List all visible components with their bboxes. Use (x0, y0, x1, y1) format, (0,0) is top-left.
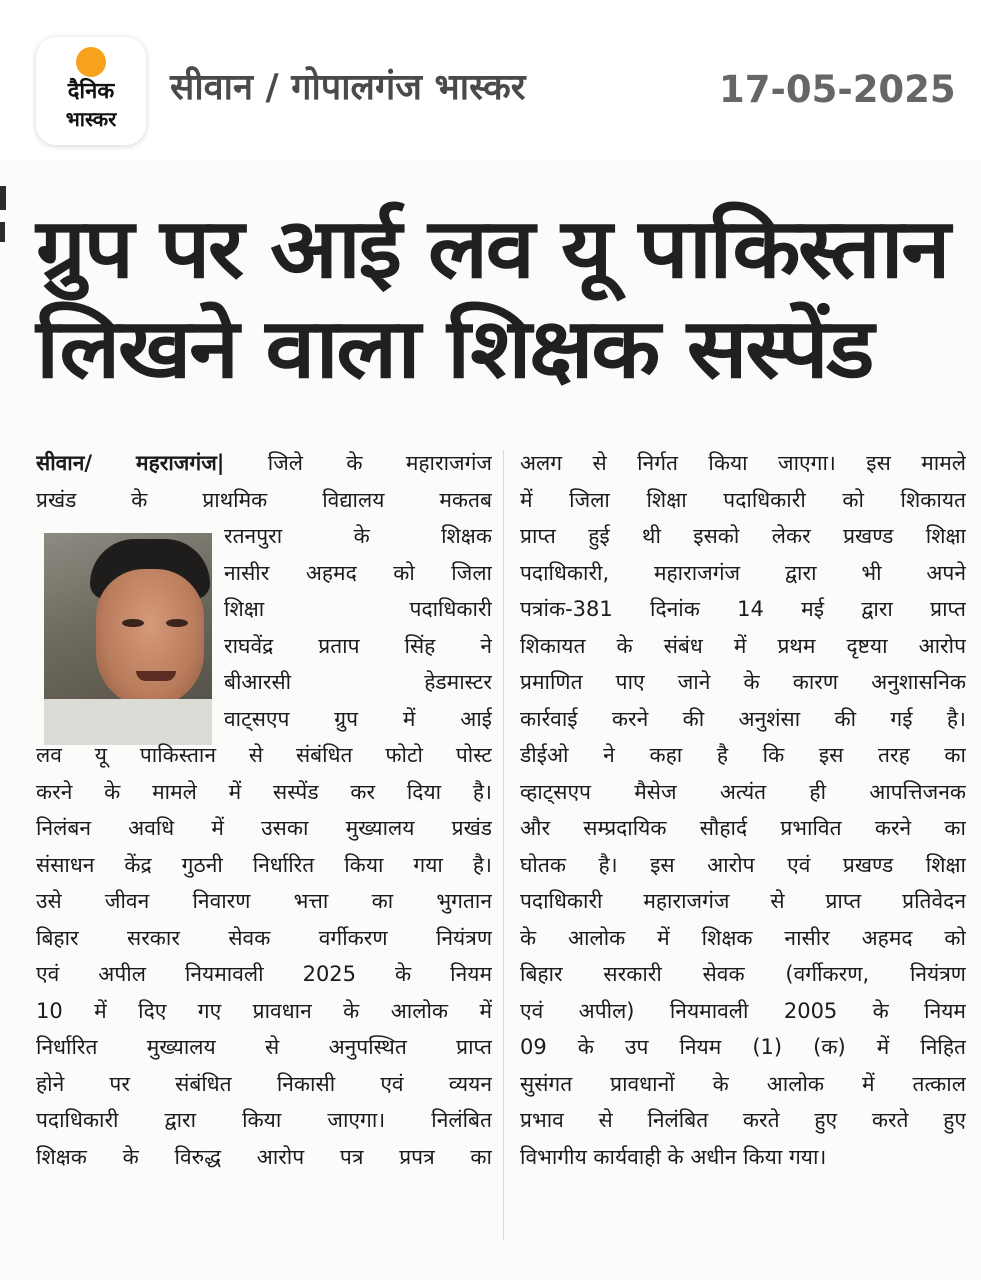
article-body-line: में जिला शिक्षा पदाधिकारी को शिकायत (520, 487, 966, 512)
article-body-line: निलंबन अवधि में उसका मुख्यालय प्रखंड (36, 816, 492, 840)
article-body-line: रतनपुरा के शिक्षक (224, 524, 492, 548)
article-body-line: नासीर अहमद को जिला (224, 560, 492, 585)
article-body-line: प्रमाणित पाए जाने के कारण अनुशासनिक (520, 670, 966, 694)
article-body-line: पदाधिकारी, महाराजगंज द्वारा भी अपने (520, 560, 966, 585)
article-body-line: कार्रवाई करने की अनुशंसा की गई है। (520, 706, 966, 731)
article-body-line: 09 के उप नियम (1) (क) में निहित (520, 1035, 966, 1059)
article-body-line: निर्धारित मुख्यालय से अनुपस्थित प्राप्त (36, 1035, 492, 1059)
article-body-line: प्रभाव से निलंबित करते हुए करते हुए (520, 1108, 966, 1132)
article-body-line: एवं अपील) नियमावली 2005 के नियम (520, 998, 966, 1023)
clipping-header (0, 0, 981, 160)
article-body-line: विभागीय कार्यवाही के अधीन किया गया। (520, 1144, 827, 1169)
article-body-line: राघवेंद्र प्रताप सिंह ने (224, 633, 492, 658)
article-body-line: व्हाट्सएप मैसेज अत्यंत ही आपत्तिजनक (520, 779, 966, 804)
publication-date: 17-05-2025 (719, 68, 956, 111)
article-body-line: लव यू पाकिस्तान से संबंधित फोटो पोस्ट (36, 743, 492, 767)
article-body-line: करने के मामले में सस्पेंड कर दिया है। (36, 779, 492, 804)
column-divider (503, 450, 504, 1240)
article-body-line: एवं अपील नियमावली 2025 के नियम (36, 962, 492, 986)
logo-text-line2: भास्कर (65, 107, 117, 131)
article-column-right (520, 446, 966, 1246)
article-body-line: पदाधिकारी महाराजगंज से प्राप्त प्रतिवेदन (520, 889, 966, 913)
article-body-line: के आलोक में शिक्षक नासीर अहमद को (520, 925, 966, 950)
article-body-line: 10 में दिए गए प्रावधान के आलोक में (36, 998, 492, 1023)
scan-edge-mark (0, 222, 5, 242)
article-body-line: बीआरसी हेडमास्टर (224, 670, 492, 694)
headline-line-1: ग्रुप पर आई लव यू पाकिस्तान (36, 199, 948, 297)
article-body-line: और सम्प्रदायिक सौहार्द प्रभावित करने का (520, 816, 966, 840)
logo-text-line1: दैनिक (67, 79, 115, 104)
article-body-line: डीईओ ने कहा है कि इस तरह का (520, 743, 966, 767)
article-body-line: वाट्सएप ग्रुप में आई (224, 706, 492, 731)
article-dateline: सीवान/ महराजगंज| (36, 451, 225, 475)
article-body-line: बिहार सरकारी सेवक (वर्गीकरण, नियंत्रण (520, 962, 966, 986)
article-column-left (36, 446, 492, 1246)
article-body-line: उसे जीवन निवारण भत्ता का भुगतान (36, 889, 492, 913)
article-body-line: शिक्षक के विरुद्ध आरोप पत्र प्रपत्र का (36, 1144, 492, 1169)
article-body-line: घोतक है। इस आरोप एवं प्रखण्ड शिक्षा (520, 852, 966, 877)
article-body-line: बिहार सरकार सेवक वर्गीकरण नियंत्रण (36, 925, 492, 950)
dainik-bhaskar-logo (36, 37, 146, 145)
article-body-line: शिकायत के संबंध में प्रथम दृष्टया आरोप (520, 633, 966, 658)
article-body-line: सीवान/ महराजगंज| जिले के महाराजगंज (36, 451, 492, 475)
article-body-line: पत्रांक-381 दिनांक 14 मई द्वारा प्राप्त (520, 597, 966, 621)
sun-icon (76, 47, 106, 77)
publication-name: सीवान / गोपालगंज भास्कर (170, 67, 526, 108)
article-body-line: अलग से निर्गत किया जाएगा। इस मामले (520, 451, 966, 475)
article-body-line: प्राप्त हुई थी इसको लेकर प्रखण्ड शिक्षा (520, 524, 966, 548)
scan-edge-mark (0, 186, 6, 210)
article-body-line: होने पर संबंधित निकासी एवं व्ययन (36, 1071, 492, 1096)
headline-line-2: लिखने वाला शिक्षक सस्पेंड (36, 299, 872, 397)
article-body-line: संसाधन केंद्र गुठनी निर्धारित किया गया है। (36, 852, 492, 877)
article-body-line: शिक्षा पदाधिकारी (224, 597, 492, 621)
article-body-line: प्रखंड के प्राथमिक विद्यालय मकतब (36, 487, 492, 512)
article-body-line: सुसंगत प्रावधानों के आलोक में तत्काल (520, 1071, 966, 1096)
article-body-line: पदाधिकारी द्वारा किया जाएगा। निलंबित (36, 1108, 492, 1132)
